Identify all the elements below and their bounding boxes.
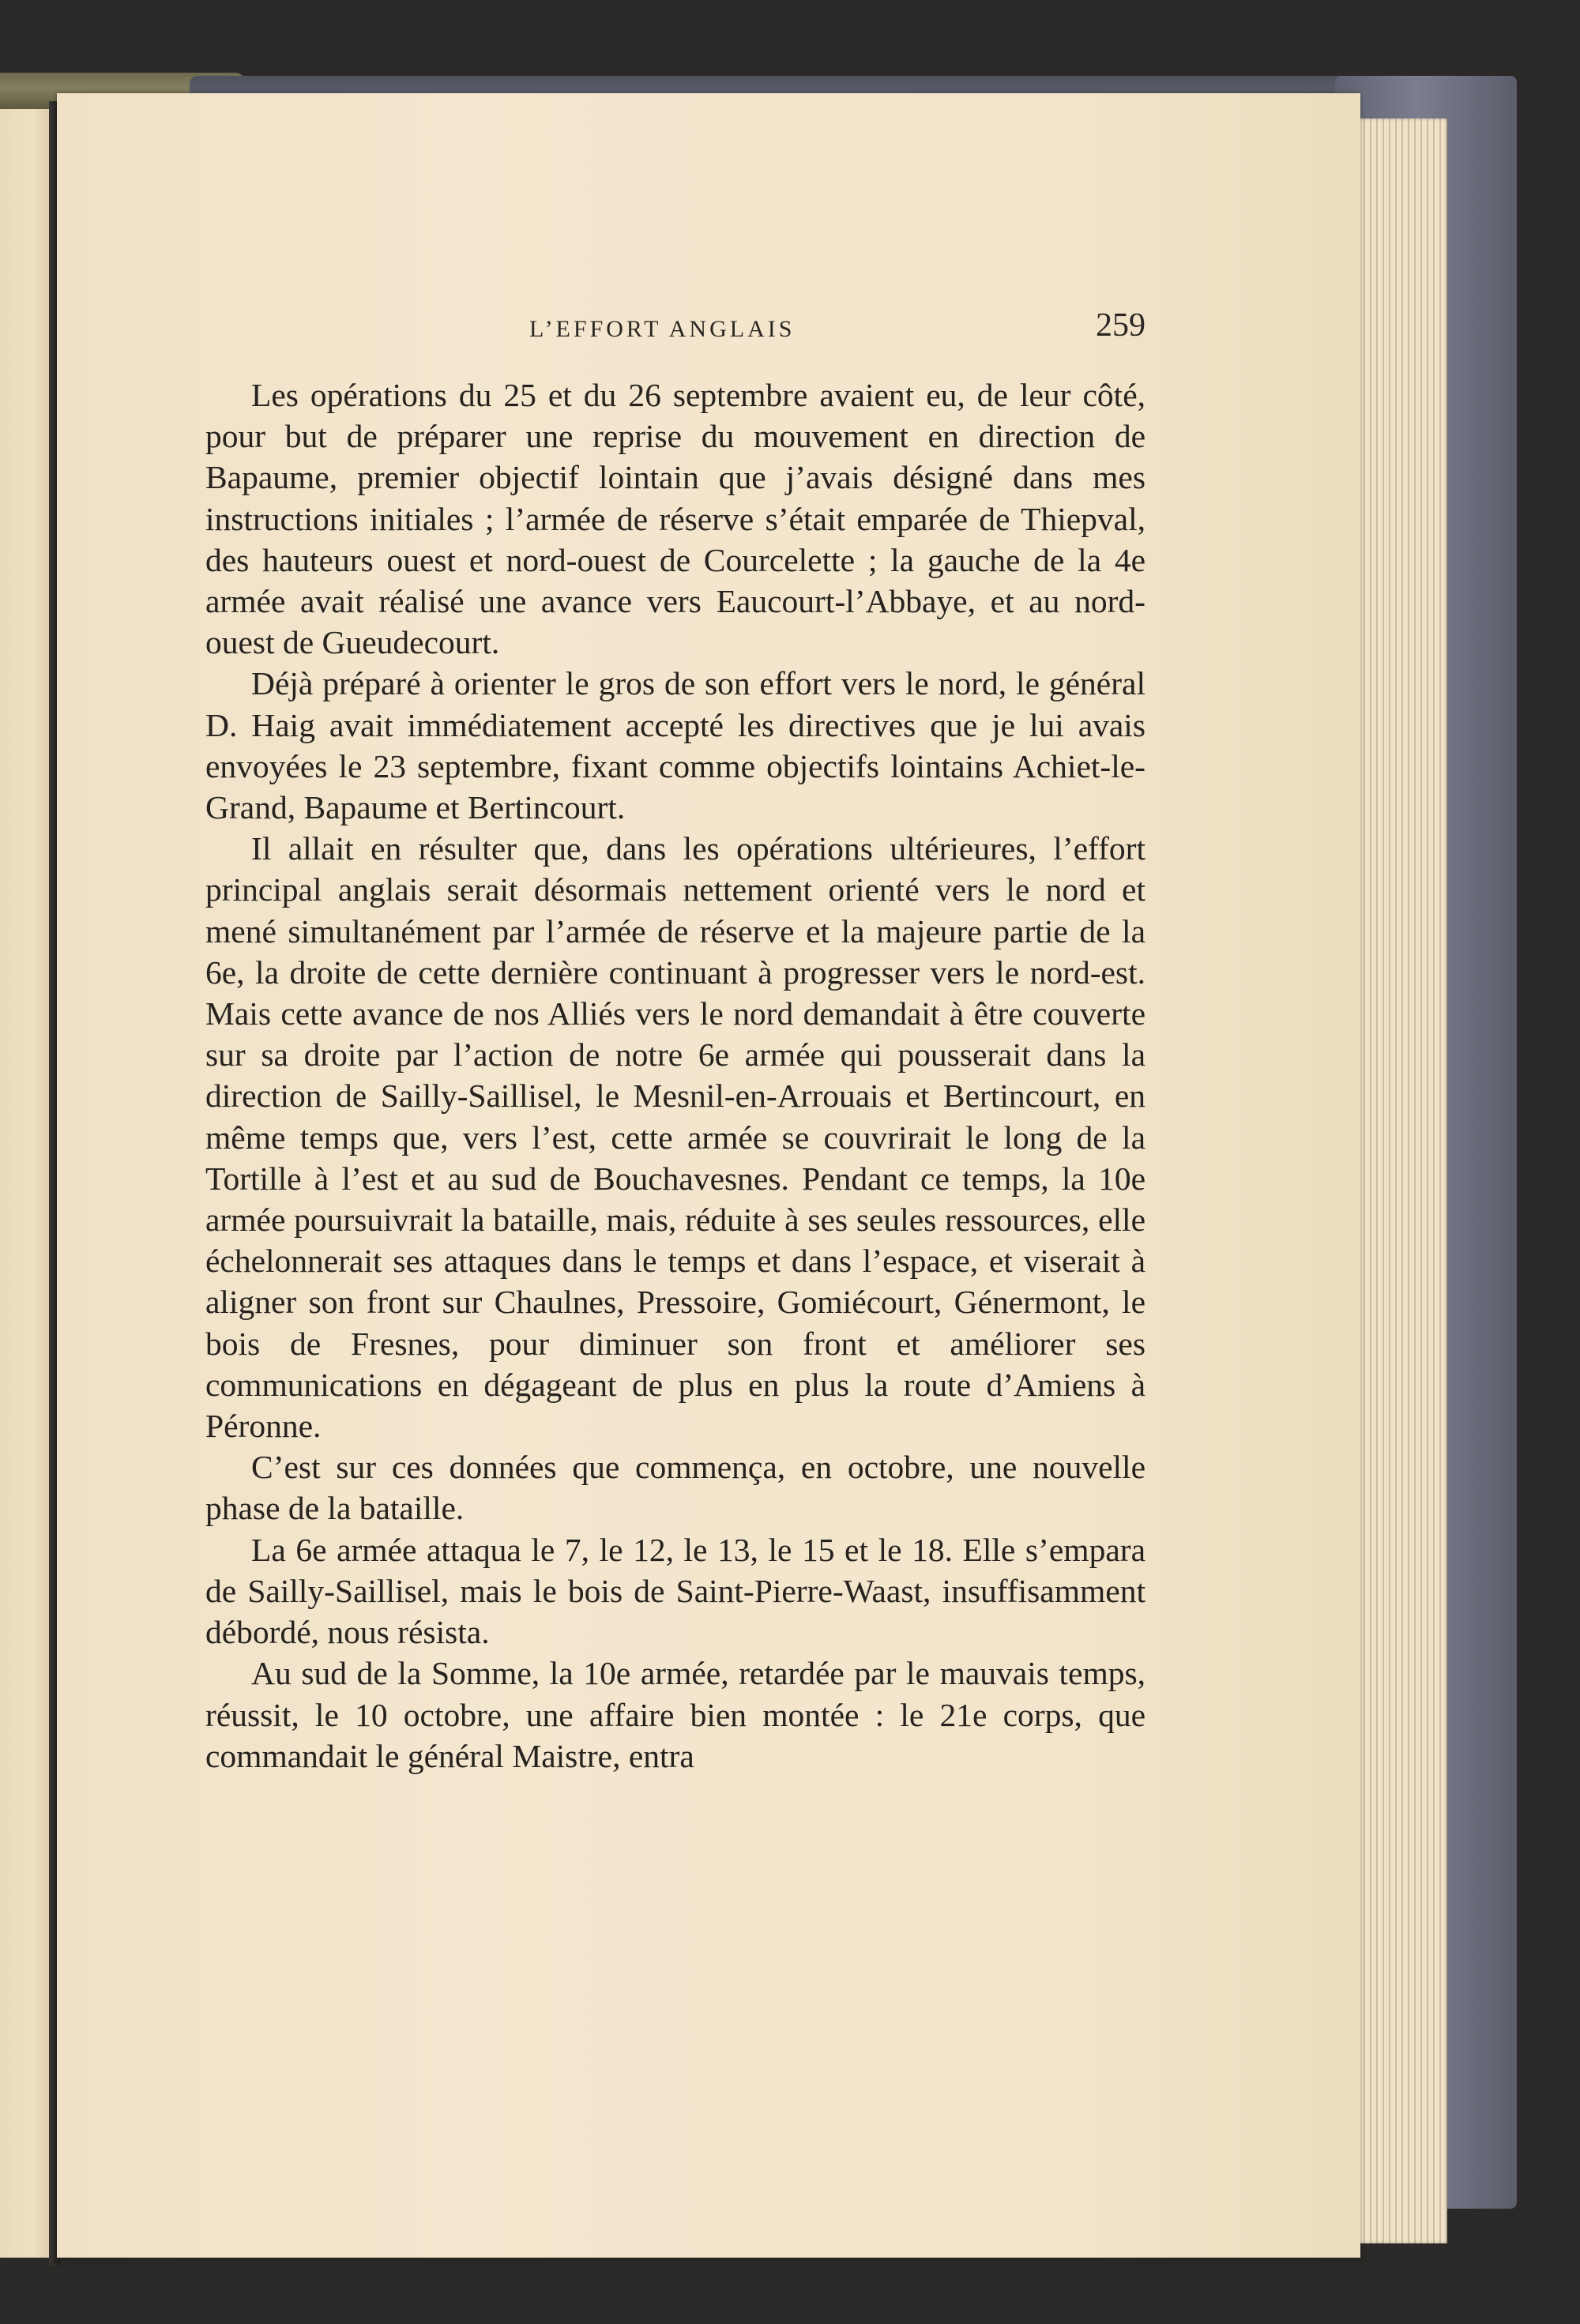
- running-header: [205, 306, 1146, 346]
- running-title: L’EFFORT ANGLAIS: [529, 316, 796, 342]
- paragraph: C’est sur ces données que commença, en octobre, une nouvelle phase de la bataille.: [205, 1449, 1146, 1527]
- previous-page-edge: [0, 109, 55, 2258]
- page-stack-edges: [1352, 118, 1447, 2243]
- paragraph: La 6e armée attaqua le 7, le 12, le 13, le 15 et le 18. Elle s’empara de Sailly-Saillisel, mais le bois de Saint-Pierre-Waast, insuffisamment débordé, nous résista.: [205, 1531, 1146, 1651]
- body-text: [205, 374, 1146, 1777]
- paragraph: Au sud de la Somme, la 10e armée, retardée par le mauvais temps, réussit, le 10 octobre, une affaire bien montée : le 21e corps, que commandait le général Maistre, entra: [205, 1655, 1146, 1774]
- page-number: 259: [1096, 307, 1146, 344]
- paragraph: Il allait en résulter que, dans les opérations ultérieures, l’effort principal anglais serait désormais nettement orienté vers le nord et mené simultanément par l’armée de réserve et la majeure partie de la 6e, la droite de cette dernière continuant à progresser vers le nord-est. Mais cette avance de nos Alliés vers le nord demandait à être couverte sur sa droite par l’action de notre 6e armée qui pousserait dans la direction de Sailly-Saillisel, le Mesnil-en-Arrouais et Bertincourt, en même temps que, vers l’est, cette armée se couvrirait le long de la Tortille à l’est et au sud de Bouchavesnes. Pendant ce temps, la 10e armée poursuivrait la bataille, mais, réduite à ses seules ressources, elle échelonnerait ses attaques dans le temps et dans l’espace, et viserait à aligner son front sur Chaulnes, Pressoire, Gomiécourt, Génermont, le bois de Fresnes, pour diminuer son front et améliorer ses communications en dégageant de plus en plus la route d’Amiens à Péronne.: [205, 830, 1146, 1445]
- paragraph: Déjà préparé à orienter le gros de son effort vers le nord, le général D. Haig avait immédiatement accepté les directives que je lui avais envoyées le 23 septembre, fixant comme objectifs lointains Achiet-le-Grand, Bapaume et Bertincourt.: [205, 665, 1146, 826]
- paragraph: Les opérations du 25 et du 26 septembre avaient eu, de leur côté, pour but de préparer une reprise du mouvement en direction de Bapaume, premier objectif lointain que j’avais désigné dans mes instructions initiales ; l’armée de réserve s’était emparée de Thiepval, des hauteurs ouest et nord-ouest de Courcelette ; la gauche de la 4e armée avait réalisé une avance vers Eaucourt-l’Abbaye, et au nord-ouest de Gueudecourt.: [205, 377, 1146, 661]
